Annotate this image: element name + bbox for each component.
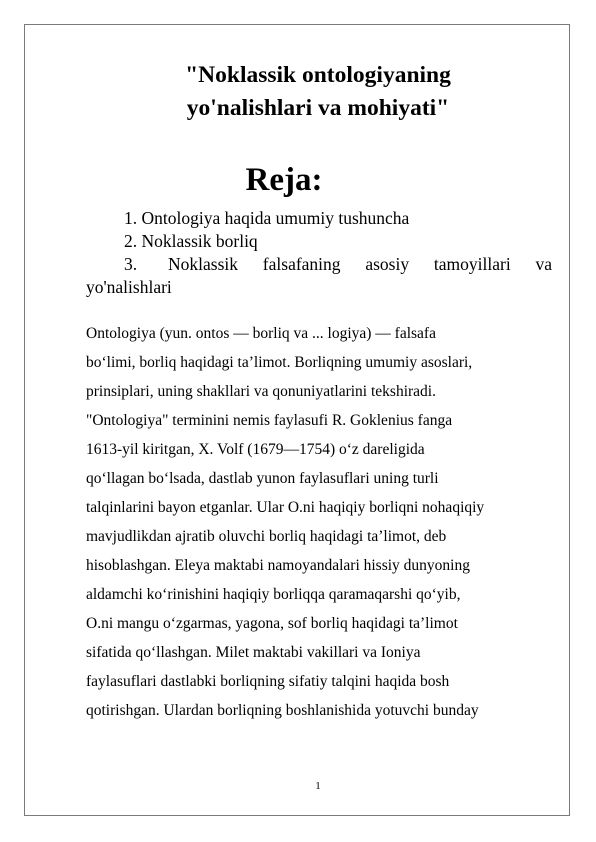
body-line: prinsiplari, uning shakllari va qonuniyatlarini tekshiradi. <box>86 383 436 400</box>
plan-list <box>86 207 552 299</box>
plan-item-number: 2. <box>124 231 138 251</box>
body-line: qo‘llagan bo‘lsada, dastlab yunon faylasuflari uning turli <box>86 470 439 487</box>
body-line: qotirishgan. Ulardan borliqning boshlanishida yotuvchi bunday <box>86 702 479 719</box>
page-number: 1 <box>315 780 321 792</box>
plan-item-number: 1. <box>124 208 138 228</box>
body-line: aldamchi ko‘rinishini haqiqiy borliqqa qaramaqarshi qo‘yib, <box>86 586 461 603</box>
body-line: talqinlarini bayon etganlar. Ular O.ni haqiqiy borliqni nohaqiqiy <box>86 499 485 516</box>
plan-item <box>86 207 552 230</box>
plan-item-text: Noklassik borliq <box>141 231 258 251</box>
plan-item <box>86 230 552 253</box>
plan-item <box>86 253 552 299</box>
plan-item-text: Ontologiya haqida umumiy tushuncha <box>141 208 410 228</box>
body-line: hisoblashgan. Eleya maktabi namoyandalari hissiy dunyoning <box>86 557 470 574</box>
body-line: bo‘limi, borliq haqidagi ta’limot. Borliqning umumiy asoslari, <box>86 354 473 371</box>
body-line: mavjudlikdan ajratib oluvchi borliq haqidagi ta’limot, deb <box>86 528 447 545</box>
body-line: sifatida qo‘llashgan. Milet maktabi vakillari va Ioniya <box>86 644 421 661</box>
plan-item-number: 3. <box>124 254 138 274</box>
body-line: 1613-yil kiritgan, X. Volf (1679—1754) o‘z dareligida <box>86 441 425 458</box>
body-line: O.ni mangu o‘zgarmas, yagona, sof borliq haqidagi ta’limot <box>86 615 458 632</box>
body-line: faylasuflari dastlabki borliqning sifatiy talqini haqida bosh <box>86 673 450 690</box>
body-paragraph <box>86 319 556 725</box>
document-title <box>0 59 596 125</box>
body-line: Ontologiya (yun. ontos — borliq va ... logiya) — falsafa <box>86 325 436 342</box>
plan-heading: Reja: <box>245 162 323 198</box>
plan-item-text: Noklassik falsafaning asosiy tamoyillari va yo'nalishlari <box>86 254 552 297</box>
title-line-1: "Noklassik ontologiyaning <box>185 62 451 88</box>
title-line-2: yo'nalishlari va mohiyati" <box>186 95 450 121</box>
body-line: "Ontologiya" terminini nemis faylasufi R. Goklenius fanga <box>86 412 453 429</box>
